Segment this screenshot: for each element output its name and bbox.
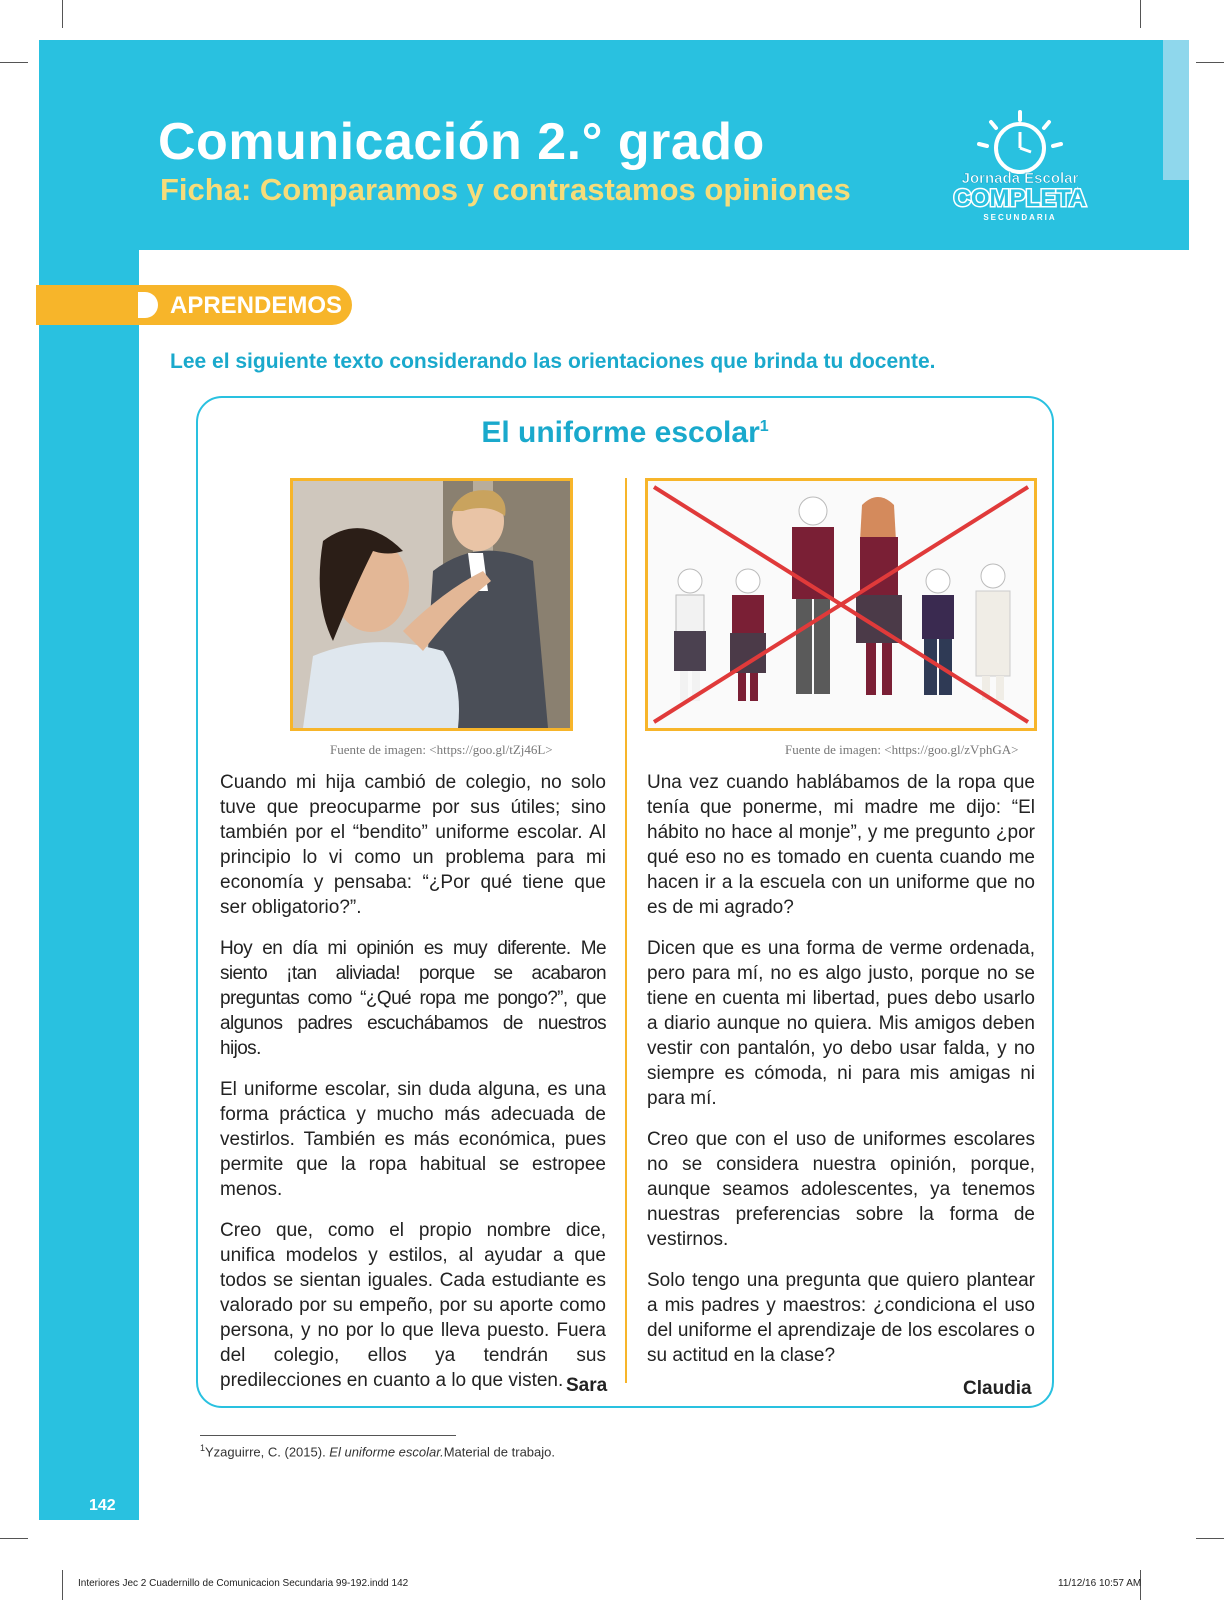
paragraph: El uniforme escolar, sin duda alguna, es una forma práctica y mucho más adecuada de vestirlos. También es más económica, pues permite que la ropa habitual se estropee menos. — [220, 1079, 606, 1200]
crop-mark — [62, 1570, 63, 1600]
footnote — [200, 1443, 555, 1459]
print-date: 11/12/16 10:57 AM — [1058, 1578, 1142, 1589]
paragraph: Creo que con el uso de uniformes escolares no se considera nuestra opinión, porque, aunque seamos adolescentes, ya tenemos nuestras preferencias sobre la forma de vestirnos. — [647, 1129, 1035, 1250]
footnote-number: 1 — [200, 1443, 206, 1453]
opinion-column-right — [647, 770, 1035, 1384]
image-caption-left: Fuente de imagen: <https://goo.gl/tZj46L> — [330, 742, 553, 757]
crop-mark — [62, 0, 63, 28]
crop-mark — [1140, 0, 1141, 28]
author-claudia: Claudia — [963, 1378, 1032, 1399]
paragraph: Hoy en día mi opinión es muy diferente. Me siento ¡tan aliviada! porque se acabaron preguntas como “¿Qué ropa me pongo?”, que algunos padres escuchábamos de nuestros hijos. — [220, 938, 606, 1059]
reading-title-text: El uniforme escolar — [481, 416, 760, 449]
footnote-rule — [200, 1435, 456, 1436]
illustration-crossed-uniforms — [645, 478, 1037, 731]
jornada-escolar-completa-logo — [945, 110, 1095, 225]
footnote-reference: 1 — [759, 418, 769, 435]
paragraph: Una vez cuando hablábamos de la ropa que tenía que ponerme, mi madre me dijo: “El hábito no hace al monje”, y me pregunto ¿por qué eso no es tomado en cuenta cuando me hacen ir a la escuela con un uniforme que no es de mi agrado? — [647, 772, 1035, 918]
header-edge-tab — [1163, 40, 1189, 180]
page-subtitle: Ficha: Comparamos y contrastamos opiniones — [160, 172, 851, 207]
print-slug: Interiores Jec 2 Cuadernillo de Comunicacion Secundaria 99-192.indd 142 — [78, 1578, 409, 1589]
reading-title — [196, 416, 1054, 450]
left-color-strip — [39, 40, 139, 1520]
author-sara: Sara — [566, 1375, 608, 1396]
photo-mother-and-son — [290, 478, 573, 731]
page-number: 142 — [89, 1497, 116, 1514]
instruction-text: Lee el siguiente texto considerando las orientaciones que brinda tu docente. — [170, 350, 936, 373]
paragraph: Dicen que es una forma de verme ordenada, pero para mí, no es algo justo, porque no se tiene en cuenta mi libertad, pues debo usarlo a diario aunque no quiera. Mis amigos deben vestir con pantalón, yo debo usar falda, y no siempre es cómoda, ni para mis amigas ni para mí. — [647, 938, 1035, 1109]
column-divider — [625, 478, 627, 1383]
image-caption-right: Fuente de imagen: <https://goo.gl/zVphGA> — [785, 742, 1019, 757]
page-title: Comunicación 2.° grado — [158, 113, 765, 171]
sun-clock-icon — [979, 112, 1061, 172]
paragraph: Creo que, como el propio nombre dice, unifica modelos y estilos, al ayudar a que todos se sientan iguales. Cada estudiante es valorado por su empeño, por su aporte como persona, y no por lo que lleva puesto. Fuera del colegio, ellos ya tendrán sus predilecciones en cuanto a lo que visten. — [220, 1220, 606, 1391]
paragraph: Cuando mi hija cambió de colegio, no solo tuve que preocuparme por sus útiles; sino también por el “bendito” uniforme escolar. Al principio lo vi como un problema para mi economía y pensaba: “¿Por qué tiene que ser obligatorio?”. — [220, 772, 606, 918]
crop-mark — [0, 62, 28, 63]
footnote-description: Material de trabajo. — [443, 1444, 555, 1460]
paragraph: Solo tengo una pregunta que quiero plantear a mis padres y maestros: ¿condiciona el uso del uniforme el aprendizaje de los escolares o su actitud en la clase? — [647, 1270, 1035, 1366]
crop-mark — [1196, 62, 1224, 63]
footnote-author: Yzaguirre, C. (2015). — [205, 1444, 330, 1460]
section-label: APRENDEMOS — [170, 292, 343, 319]
crop-mark — [0, 1538, 28, 1539]
opinion-column-left — [220, 770, 606, 1409]
footnote-work-title: El uniforme escolar. — [329, 1444, 444, 1460]
crop-mark — [1196, 1538, 1224, 1539]
logo-line-1: Jornada Escolar — [961, 170, 1079, 187]
logo-line-3: SECUNDARIA — [983, 213, 1057, 222]
logo-line-2: COMPLETA — [953, 185, 1087, 212]
